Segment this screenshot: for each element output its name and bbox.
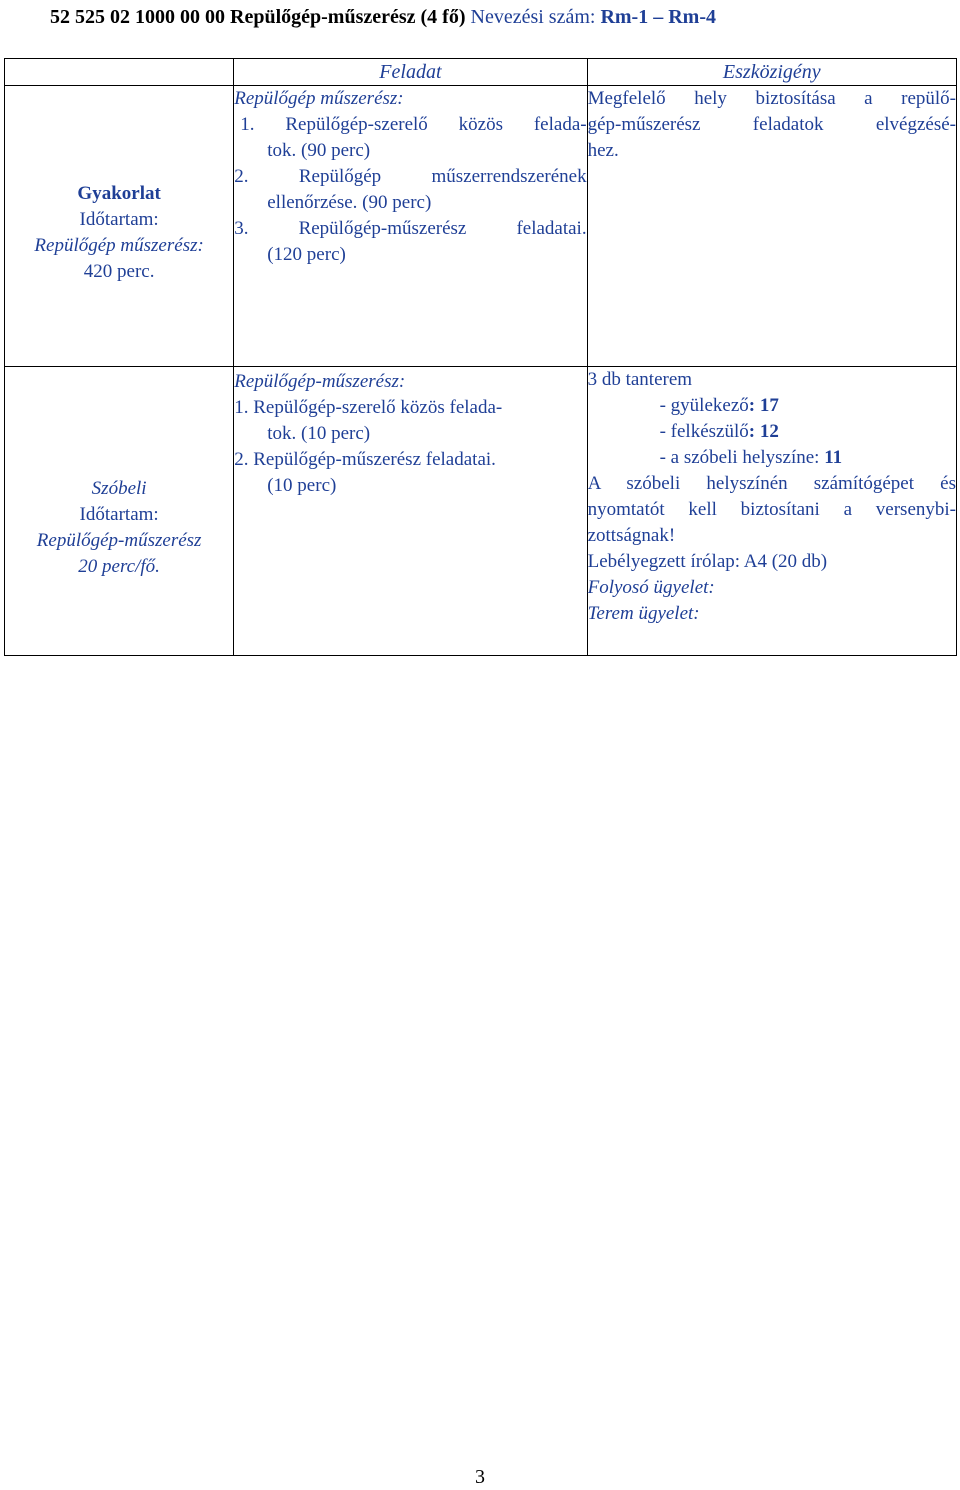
room-separator: : (748, 421, 756, 442)
oral-note-line: nyomtatót kell biztosítani a versenybi- (587, 499, 956, 520)
oral-equipment-cell (587, 367, 956, 656)
room-count: 12 (759, 421, 779, 442)
oral-paper: Lebélyegzett írólap: A4 (20 db) (587, 551, 828, 572)
room-item-gathering (588, 393, 956, 419)
exam-table (4, 58, 957, 656)
practice-task-line: tok. (90 perc) (267, 140, 371, 161)
entry-number-from: Rm-1 (600, 6, 649, 28)
entry-number-separator: – (653, 6, 664, 28)
practice-task-line: (120 perc) (267, 244, 346, 265)
practice-equipment-cell (587, 86, 956, 367)
entry-number-to: Rm-4 (668, 6, 716, 28)
table-header-row (5, 59, 957, 86)
table-row-practice (5, 86, 957, 367)
oral-task-title: Repülőgép-műszerész: (234, 371, 406, 392)
practice-type-cell (5, 86, 234, 367)
oral-type-cell (5, 367, 234, 656)
practice-profession: Repülőgép műszerész: (34, 235, 204, 256)
oral-task-line: tok. (10 perc) (267, 423, 371, 444)
room-label: - a szóbeli helyszíne: (659, 447, 820, 468)
practice-task-cell (234, 86, 587, 367)
room-count: 17 (759, 395, 779, 416)
room-separator: : (748, 395, 756, 416)
oral-note-line: zottságnak! (587, 525, 676, 546)
practice-equipment-line: hez. (587, 140, 619, 161)
practice-equipment-line: gép-műszerész feladatok elvégzésé- (587, 114, 956, 135)
header-task: Feladat (234, 59, 587, 86)
oral-rooms: 3 db tanterem (587, 369, 693, 390)
oral-profession: Repülőgép-műszerész (36, 530, 202, 551)
practice-task-line: ellenőrzése. (90 perc) (267, 192, 432, 213)
table-row-oral (5, 367, 957, 656)
practice-duration-label: Időtartam: (79, 209, 159, 230)
exam-code-title: 52 525 02 1000 00 00 Repülőgép-műszerész (4 fő) (50, 6, 466, 28)
oral-note-line: A szóbeli helyszínén számítógépet és (587, 473, 956, 494)
page-title (50, 4, 716, 30)
header-equipment: Eszközigény (587, 59, 956, 86)
oral-task-line: 1. Repülőgép-szerelő közös felada- (234, 397, 503, 418)
practice-task-line: 1. Repülőgép-szerelő közös felada- (240, 114, 587, 135)
practice-task-title: Repülőgép műszerész: (234, 88, 404, 109)
practice-task-line: 2. Repülőgép műszerrendszerének (234, 166, 587, 187)
page-number: 3 (475, 1466, 485, 1488)
room-item-preparation (588, 419, 956, 445)
practice-equipment-line: Megfelelő hely biztosítása a repülő- (587, 88, 956, 109)
oral-task-cell (234, 367, 587, 656)
oral-duration: 20 perc/fő. (78, 556, 160, 577)
room-count: 11 (824, 447, 843, 468)
practice-task-line: 3. Repülőgép-műszerész feladatai. (234, 218, 587, 239)
entry-number-label: Nevezési szám: (470, 6, 596, 28)
oral-duration-label: Időtartam: (79, 504, 159, 525)
corridor-duty: Folyosó ügyelet: (587, 577, 715, 598)
room-duty: Terem ügyelet: (587, 603, 700, 624)
oral-task-line: 2. Repülőgép-műszerész feladatai. (234, 449, 496, 470)
room-label: - gyülekező (659, 395, 749, 416)
room-label: - felkészülő (659, 421, 749, 442)
room-item-oral-venue (588, 445, 956, 471)
practice-duration: 420 perc. (83, 261, 155, 282)
practice-type: Gyakorlat (77, 183, 161, 204)
header-empty-cell (5, 59, 234, 86)
oral-type: Szóbeli (91, 478, 147, 499)
oral-task-line: (10 perc) (267, 475, 337, 496)
